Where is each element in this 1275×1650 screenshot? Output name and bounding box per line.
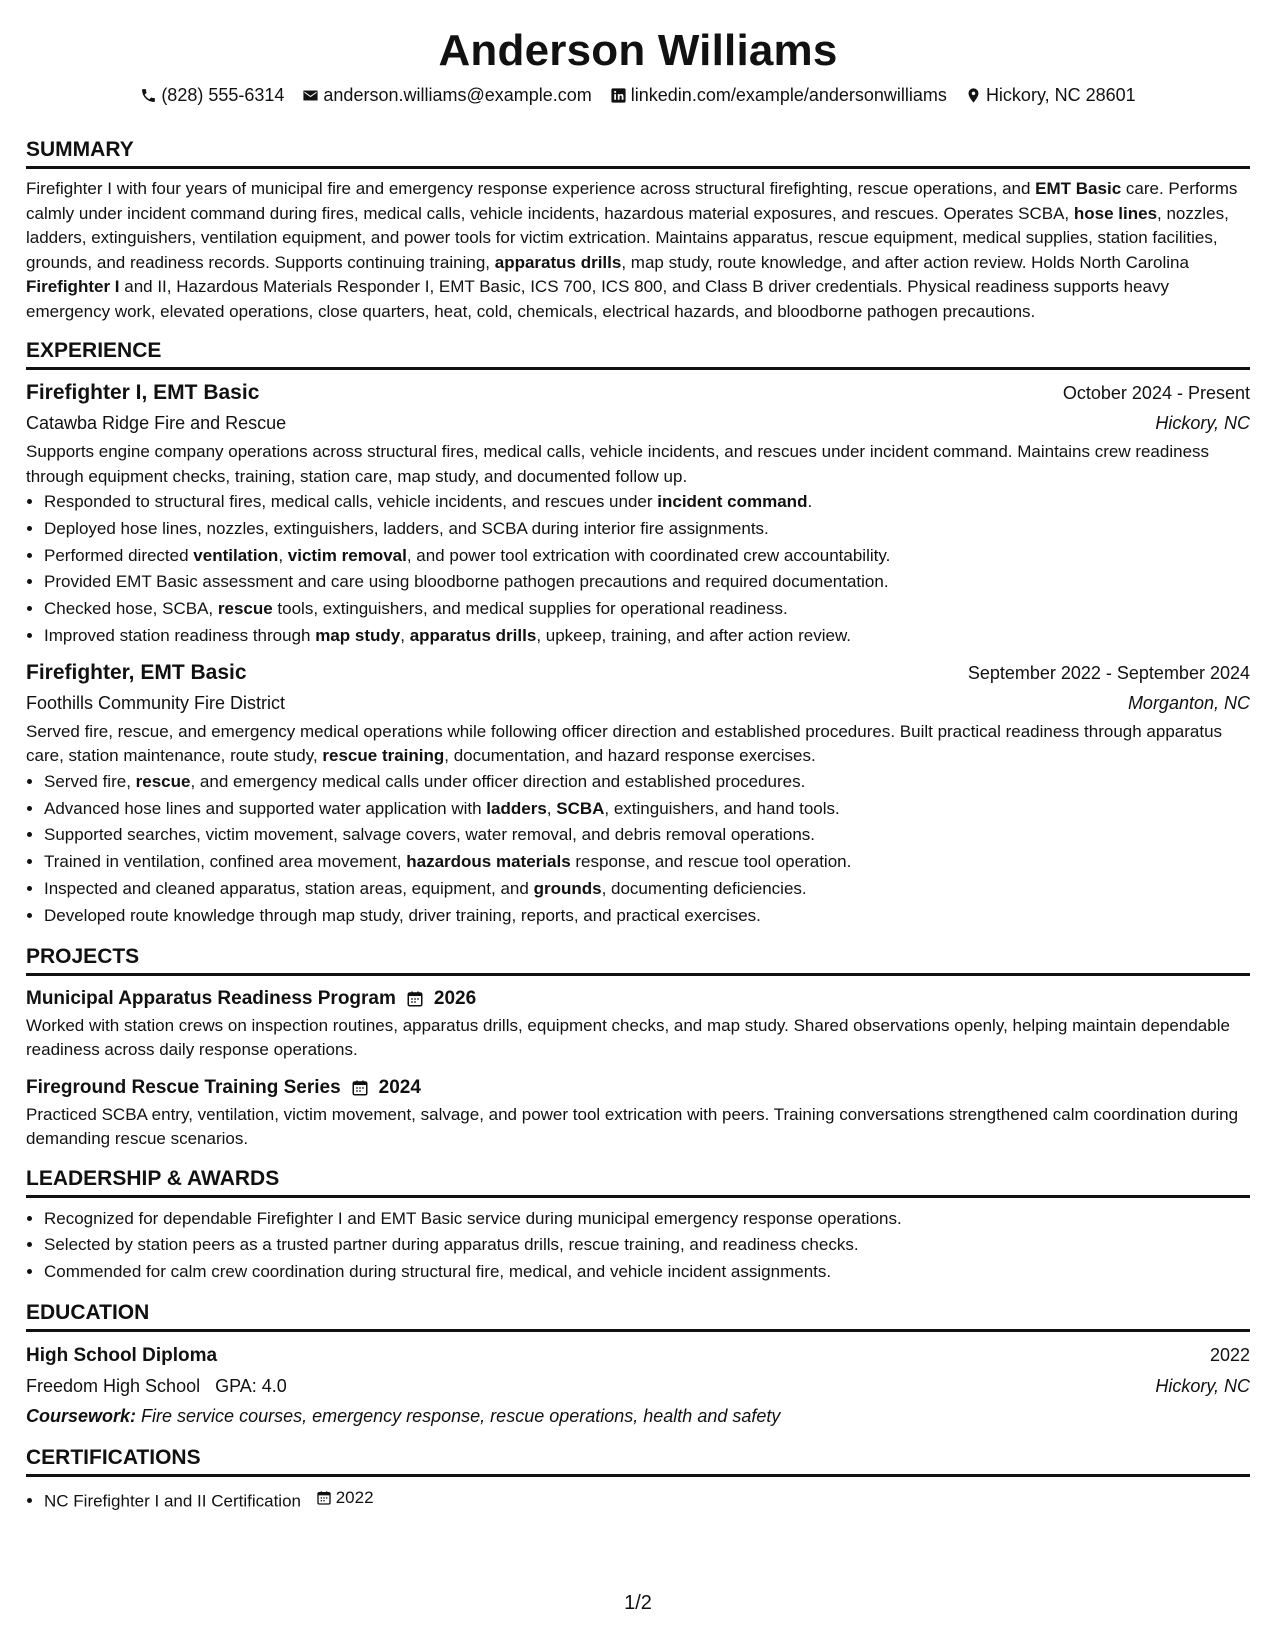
school-name: Freedom High School: [26, 1375, 201, 1396]
graduation-year: 2022: [1209, 1344, 1250, 1365]
map-pin-icon: [965, 87, 982, 104]
job-organization: Catawba Ridge Fire and Rescue: [26, 413, 287, 433]
list-item: • Advanced hose lines and supported water application with ladders, SCBA, extinguishers, and hand tools.: [44, 796, 1250, 823]
certifications-list: [26, 1485, 1250, 1515]
project-year: 2026: [433, 987, 477, 1009]
page-number: 1/2: [624, 1592, 652, 1614]
contact-phone: [140, 83, 284, 107]
section-title-leadership: LEADERSHIP & AWARDS: [26, 1166, 1250, 1198]
contact-location: [965, 83, 1136, 107]
list-item: • Selected by station peers as a trusted partner during apparatus drills, rescue training, and readiness checks.: [44, 1232, 1250, 1259]
job-dates: September 2022 - September 2024: [967, 662, 1250, 683]
section-title-summary: SUMMARY: [26, 137, 1250, 169]
experience-section: [26, 338, 1250, 930]
projects-section: [26, 944, 1250, 1152]
summary-section: [26, 137, 1250, 324]
certification-name: NC Firefighter I and II Certification: [44, 1491, 301, 1511]
list-item: • Supported searches, victim movement, salvage covers, water removal, and debris removal operations.: [44, 822, 1250, 849]
phone-text: (828) 555-6314: [161, 85, 285, 105]
list-item: • Provided EMT Basic assessment and care using bloodborne pathogen precautions and required documentation.: [44, 569, 1250, 596]
list-item: • Served fire, rescue, and emergency medical calls under officer direction and established procedures.: [44, 769, 1250, 796]
list-item: • Improved station readiness through map study, apparatus drills, upkeep, training, and after action review.: [44, 623, 1250, 650]
section-title-projects: PROJECTS: [26, 944, 1250, 976]
list-item: • Recognized for dependable Firefighter I and EMT Basic service during municipal emergency response operations.: [44, 1206, 1250, 1233]
coursework-text: Fire service courses, emergency response, rescue operations, health and safety: [141, 1405, 781, 1426]
linkedin-text[interactable]: linkedin.com/example/andersonwilliams: [630, 85, 947, 105]
job-title: Firefighter I, EMT Basic: [26, 381, 260, 404]
calendar-icon: [351, 1079, 369, 1097]
resume-page: [26, 0, 1250, 1650]
list-item: [44, 1485, 1250, 1515]
location-text: Hickory, NC 28601: [985, 85, 1136, 105]
job-location: Morganton, NC: [1127, 692, 1250, 713]
list-item: • Deployed hose lines, nozzles, extinguishers, ladders, and SCBA during interior fire assignments.: [44, 516, 1250, 543]
certifications-section: [26, 1445, 1250, 1515]
project-year: 2024: [378, 1076, 421, 1098]
list-item: • Commended for calm crew coordination during structural fire, medical, and vehicle incident assignments.: [44, 1259, 1250, 1286]
list-item: • Performed directed ventilation, victim removal, and power tool extrication with coordinated crew accountability.: [44, 543, 1250, 570]
list-item: • Developed route knowledge through map study, driver training, reports, and practical exercises.: [44, 903, 1250, 930]
experience-entry: [26, 378, 1250, 650]
job-description: Served fire, rescue, and emergency medical operations while following officer direction and established procedures. Built practical readiness through apparatus care, station maintenance, route study, rescue training, documentation, and hazard response exercises.: [26, 721, 1223, 766]
leadership-section: [26, 1166, 1250, 1286]
school-location: Hickory, NC: [1155, 1375, 1250, 1396]
project-entry: [26, 984, 1250, 1063]
project-description: Practiced SCBA entry, ventilation, victim movement, salvage, and power tool extrication with peers. Training conversations strengthened calm coordination during demanding rescue scenarios.: [26, 1104, 1239, 1149]
section-title-education: EDUCATION: [26, 1300, 1250, 1332]
calendar-icon: [406, 990, 424, 1008]
school-info: [26, 1371, 287, 1401]
phone-icon: [140, 87, 157, 104]
linkedin-icon: [610, 87, 627, 104]
gpa: GPA: 4.0: [215, 1375, 287, 1396]
job-organization: Foothills Community Fire District: [26, 692, 286, 713]
envelope-icon: [302, 87, 319, 104]
list-item: • Checked hose, SCBA, rescue tools, extinguishers, and medical supplies for operational readiness.: [44, 596, 1250, 623]
job-title: Firefighter, EMT Basic: [26, 660, 247, 684]
email-text[interactable]: anderson.williams@example.com: [323, 85, 592, 105]
experience-entry: [26, 658, 1250, 930]
job-description: Supports engine company operations across structural fires, medical calls, vehicle incidents, and rescues under incident command. Maintains crew readiness through equipment checks, training, station care, map study, and documented follow up.: [26, 442, 1210, 486]
contact-bar: [26, 83, 1250, 107]
project-title: Fireground Rescue Training Series: [26, 1076, 341, 1098]
list-item: • Trained in ventilation, confined area movement, hazardous materials response, and rescue tool operation.: [44, 849, 1250, 876]
job-location: Hickory, NC: [1155, 413, 1250, 433]
project-description: Worked with station crews on inspection routines, apparatus drills, equipment checks, and map study. Shared observations openly, helping maintain dependable readiness across daily response operations.: [26, 1015, 1230, 1060]
coursework-label: Coursework:: [26, 1405, 137, 1426]
degree-title: High School Diploma: [26, 1344, 218, 1366]
coursework: [26, 1401, 1250, 1431]
list-item: • Inspected and cleaned apparatus, station areas, equipment, and grounds, documenting deficiencies.: [44, 876, 1250, 903]
section-title-certifications: CERTIFICATIONS: [26, 1445, 1250, 1477]
summary-text: Firefighter I with four years of municipal fire and emergency response experience across structural firefighting, rescue operations, and EMT Basic care. Performs calmly under incident command during fires, medical calls, vehicle incidents, hazardous material exposures, and rescues. Operates SCBA, hose lines, nozzles, ladders, extinguishers, ventilation equipment, and power tools for victim extrication. Maintains apparatus, rescue equipment, medical supplies, station facilities, grounds, and readiness records. Supports continuing training, apparatus drills, map study, route knowledge, and after action review. Holds North Carolina Firefighter I and II, Hazardous Materials Responder I, EMT Basic, ICS 700, ICS 800, and Class B driver credentials. Physical readiness supports heavy emergency work, elevated operations, close quarters, heat, cold, chemicals, electrical hazards, and bloodborne pathogen precautions.: [26, 179, 1238, 321]
job-bullets: [26, 489, 1250, 650]
job-dates: October 2024 - Present: [1062, 383, 1250, 403]
education-section: [26, 1300, 1250, 1431]
calendar-icon: [316, 1490, 332, 1506]
section-title-experience: EXPERIENCE: [26, 338, 1250, 370]
contact-email[interactable]: [302, 83, 591, 107]
leadership-list: [26, 1206, 1250, 1286]
contact-linkedin[interactable]: [610, 83, 947, 107]
job-bullets: [26, 769, 1250, 930]
list-item: • Responded to structural fires, medical calls, vehicle incidents, and rescues under incident command.: [44, 489, 1250, 516]
candidate-name: Anderson Williams: [438, 26, 838, 75]
certification-year: 2022: [335, 1487, 374, 1507]
project-title: Municipal Apparatus Readiness Program: [26, 987, 396, 1009]
project-entry: [26, 1073, 1250, 1152]
